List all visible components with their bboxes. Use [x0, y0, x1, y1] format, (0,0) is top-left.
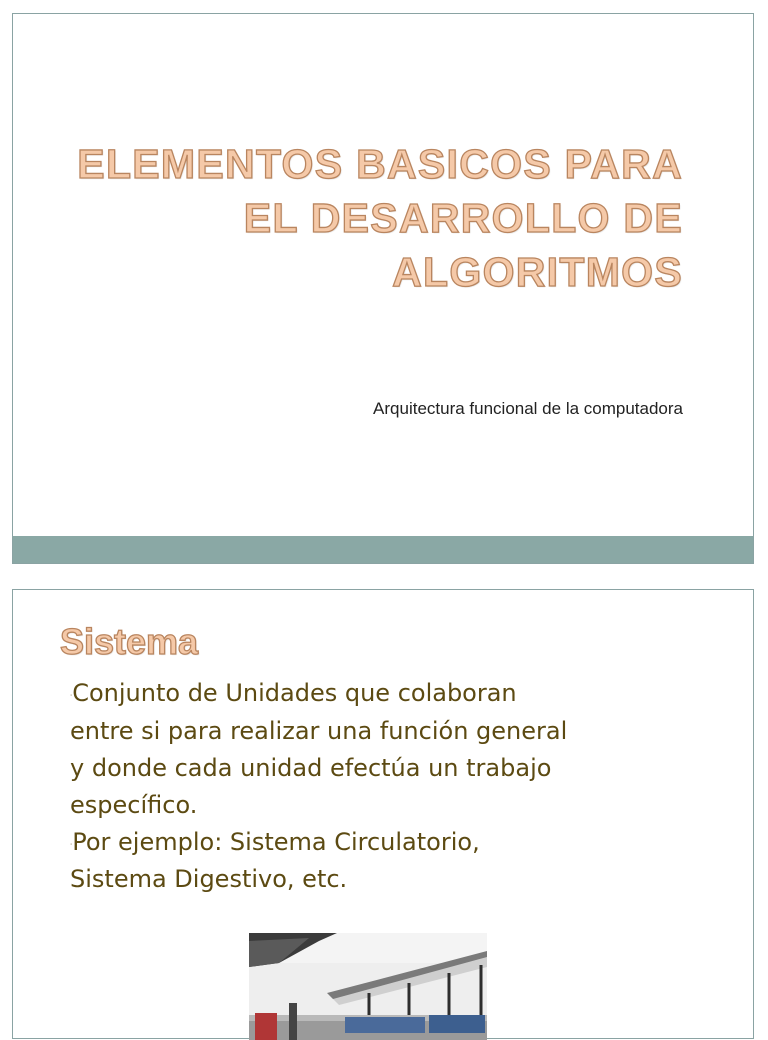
bullet-1-line-4: específico.: [70, 790, 198, 819]
slide-title-line-2: EL DESARROLLO DE: [243, 195, 683, 241]
slide-title-line-1: ELEMENTOS BASICOS PARA: [77, 141, 683, 187]
slide-subtitle: Arquitectura funcional de la computadora: [373, 399, 683, 418]
bullet-marker: .: [70, 689, 73, 698]
slide-footer-band: [13, 536, 753, 563]
slide-title-line-3: ALGORITMOS: [392, 249, 683, 295]
bullet-paragraph-2: [70, 824, 730, 899]
bullet-1-line-1: Conjunto de Unidades que colaboran: [72, 679, 517, 707]
bullet-paragraph-1: [70, 675, 730, 824]
slide-heading: Sistema: [60, 621, 199, 662]
slide-body: [70, 675, 730, 898]
bullet-1-line-2: entre si para realizar una función general: [70, 716, 568, 745]
bullet-2-line-1: Por ejemplo: Sistema Circulatorio,: [72, 827, 480, 856]
slide-2: [12, 589, 754, 1039]
slide-1: [12, 13, 754, 564]
bullet-1-line-3: y donde cada unidad efectúa un trabajo: [70, 753, 552, 782]
bullet-marker: .: [70, 838, 73, 846]
bullet-2-line-2: Sistema Digestivo, etc.: [70, 865, 348, 893]
